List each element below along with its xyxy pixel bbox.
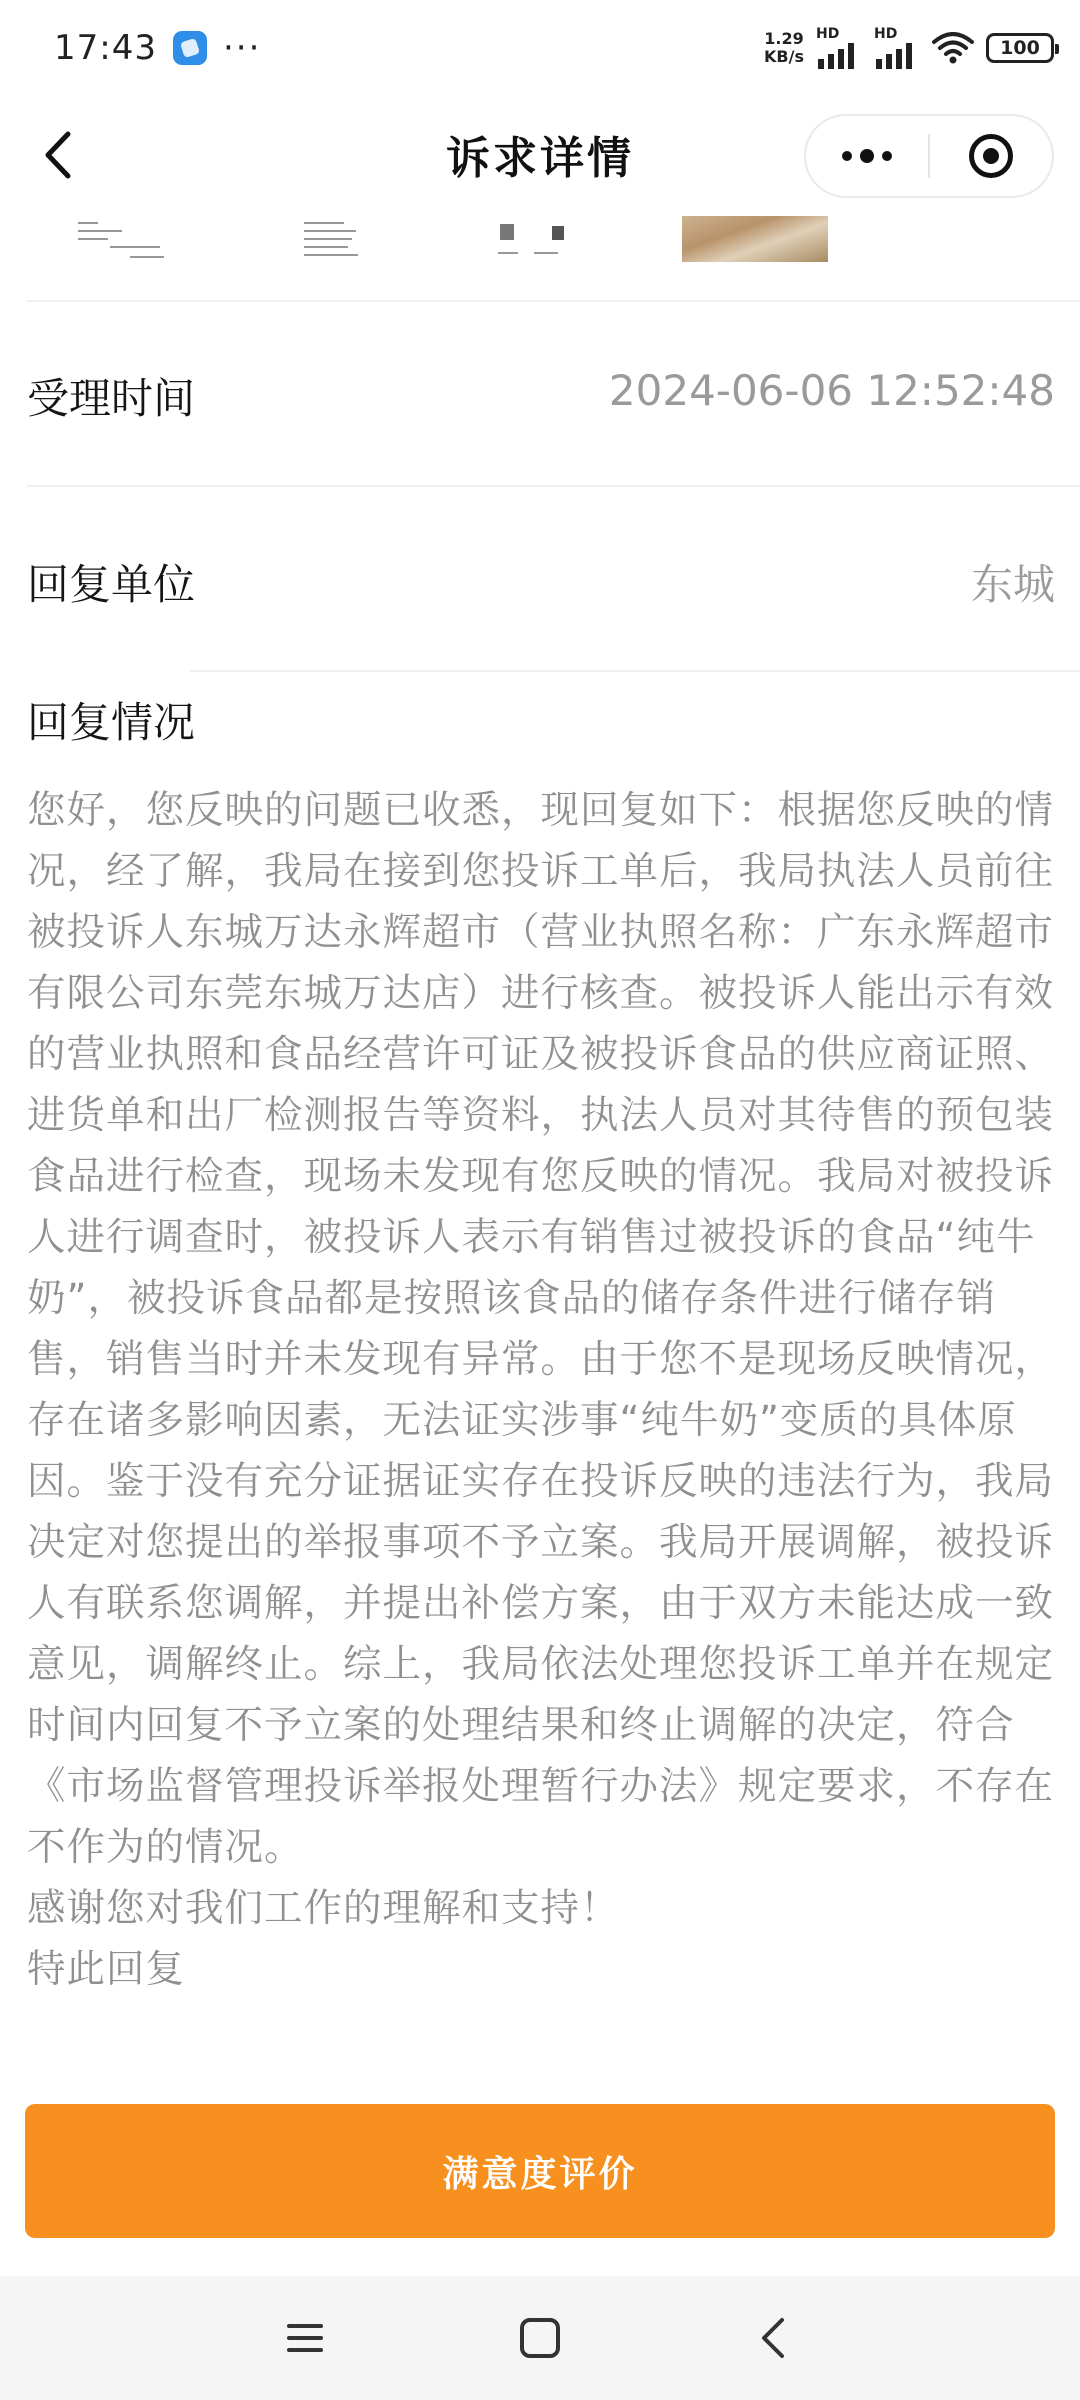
battery-level: 100 (1000, 37, 1040, 59)
satisfaction-rating-button[interactable]: 满意度评价 (25, 2104, 1055, 2238)
signal-hd-label-2: HD (874, 26, 898, 42)
network-speed-unit: KB/s (764, 47, 804, 66)
status-right (764, 27, 1054, 69)
reply-paragraph-closing: 特此回复 (27, 1947, 186, 1992)
status-bar (0, 0, 1080, 96)
battery-icon (986, 33, 1054, 63)
signal-icon-2 (874, 41, 920, 69)
home-icon[interactable] (516, 2314, 564, 2362)
signal-hd-label: HD (816, 26, 840, 42)
more-options-button[interactable] (806, 116, 928, 196)
attachment-thumbnail-4[interactable] (682, 216, 828, 262)
status-left (54, 28, 261, 68)
network-speed (764, 30, 804, 66)
signal-icon (816, 41, 862, 69)
attachment-thumbnail-2[interactable] (300, 216, 400, 262)
back-nav-icon[interactable] (750, 2314, 798, 2362)
system-nav-bar (0, 2276, 1080, 2400)
signal-2 (874, 27, 920, 69)
target-icon (969, 134, 1013, 178)
status-time: 17:43 (54, 28, 157, 68)
divider-3 (190, 670, 1080, 672)
divider-2 (27, 485, 1080, 487)
reply-content (27, 780, 1057, 2000)
reply-section-title: 回复情况 (27, 698, 196, 747)
more-dots-icon (842, 149, 892, 163)
more-notifications-icon: ··· (222, 28, 262, 68)
attachment-thumbnail-1[interactable] (70, 216, 170, 262)
accept-time-value: 2024-06-06 12:52:48 (608, 366, 1055, 415)
app-notification-icon (173, 31, 207, 65)
reply-unit-label: 回复单位 (27, 560, 196, 609)
page-title: 诉求详情 (446, 133, 634, 184)
reply-unit-value: 东城 (970, 560, 1055, 609)
mini-program-capsule (804, 114, 1054, 198)
reply-paragraph-main: 您好，您反映的问题已收悉，现回复如下：根据您反映的情况，经了解，我局在接到您投诉工单后，我局执法人员前往被投诉人东城万达永辉超市（营业执照名称：广东永辉超市有限公司东莞东城万达店）进行核查。被投诉人能出示有效的营业执照和食品经营许可证及被投诉食品的供应商证照、进货单和出厂检测报告等资料，执法人员对其待售的预包装食品进行检查，现场未发现有您反映的情况。我局对被投诉人进行调查时，被投诉人表示有销售过被投诉的食品“纯牛奶”，被投诉食品都是按照该食品的储存条件进行储存销售，销售当时并未发现有异常。由于您不是现场反映情况，存在诸多影响因素，无法证实涉事“纯牛奶”变质的具体原因。鉴于没有充分证据证实存在投诉反映的违法行为，我局决定对您提出的举报事项不予立案。我局开展调解，被投诉人有联系您调解，并提出补偿方案，由于双方未能达成一致意见，调解终止。综上，我局依法处理您投诉工单并在规定时间内回复不予立案的处理结果和终止调解的决定，符合《市场监督管理投诉举报处理暂行办法》规定要求，不存在不作为的情况。 (27, 788, 1055, 1870)
close-mini-program-button[interactable] (930, 116, 1052, 196)
network-speed-value: 1.29 (764, 29, 804, 48)
menu-icon[interactable] (281, 2314, 329, 2362)
divider-1 (27, 300, 1080, 302)
reply-paragraph-thanks: 感谢您对我们工作的理解和支持！ (27, 1886, 620, 1931)
accept-time-label: 受理时间 (27, 374, 196, 423)
attachment-thumbnail-3[interactable] (494, 216, 594, 262)
title-bar (0, 96, 1080, 216)
attachment-thumbnails (0, 216, 1080, 262)
wifi-icon (932, 32, 974, 64)
signal-1 (816, 27, 862, 69)
